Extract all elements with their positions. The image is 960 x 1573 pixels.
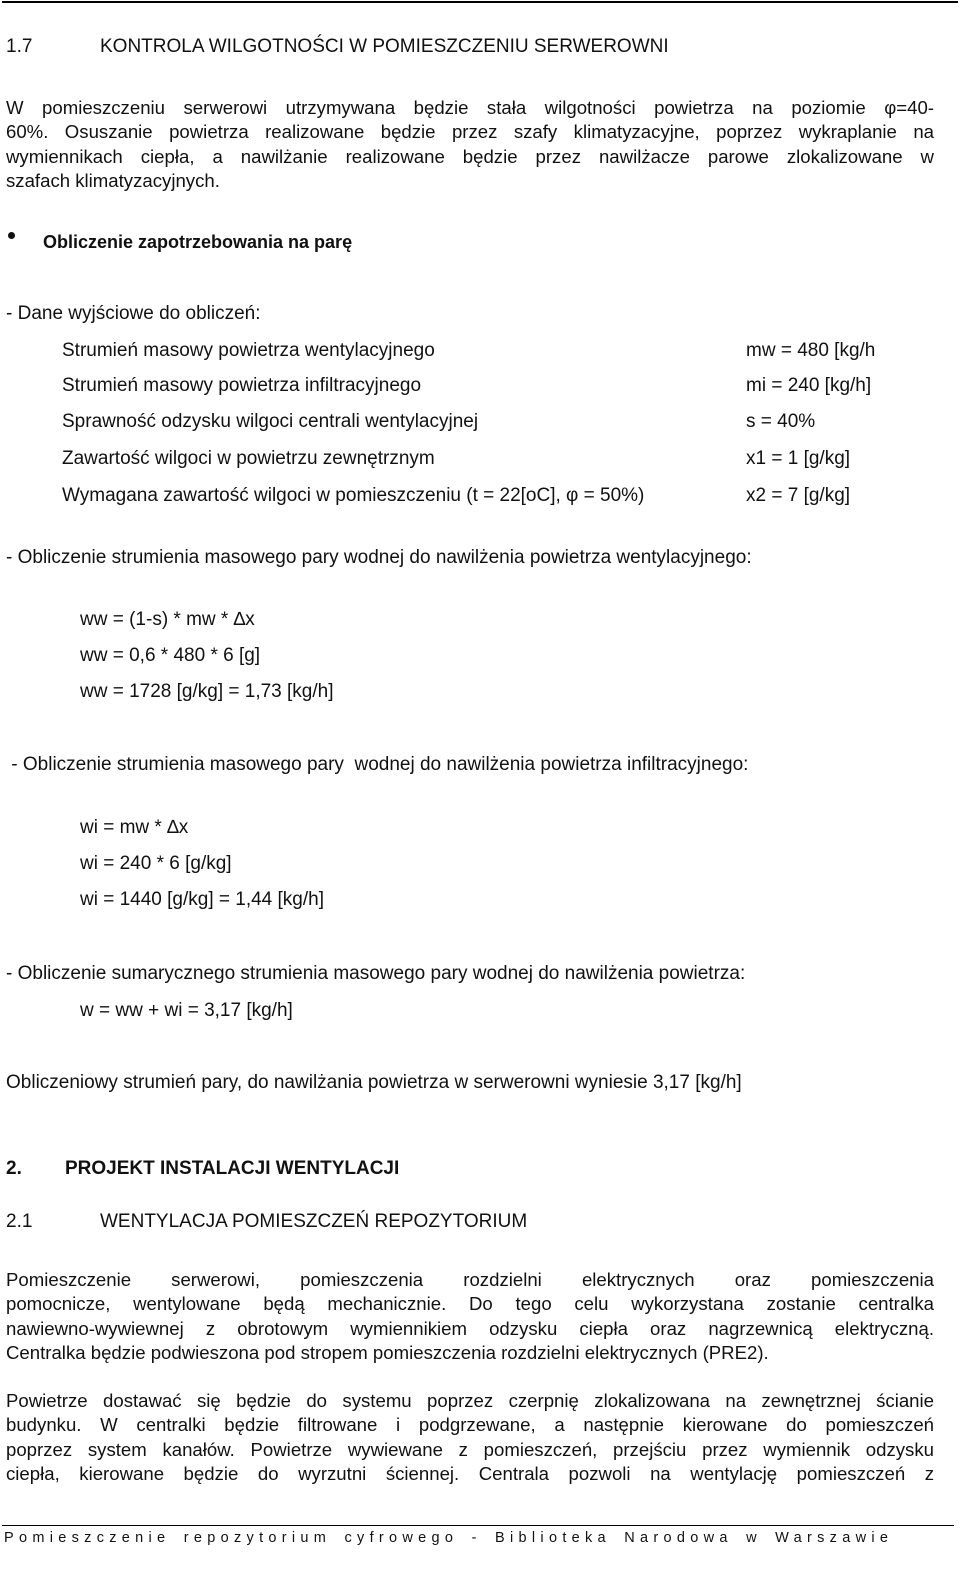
paragraph-line: ciepła, kierowane będzie do wyrzutni ściennej. Centrala pozwoli na wentylację pomieszczeń z	[6, 1463, 934, 1485]
paragraph	[6, 1268, 934, 1366]
formula-line: wi = 240 * 6 [g/kg]	[80, 853, 232, 874]
input-value: x2 = 7 [g/kg]	[746, 485, 851, 506]
bullet-icon	[8, 232, 15, 239]
formula-line: ww = 1728 [g/kg] = 1,73 [kg/h]	[80, 681, 334, 702]
input-label: Strumień masowy powietrza infiltracyjnego	[62, 375, 422, 396]
calc-heading-infiltration: - Obliczenie strumienia masowego pary wodnej do nawilżenia powietrza infiltracyjnego:	[6, 754, 749, 775]
formula-line: ww = (1-s) * mw * ∆x	[80, 609, 255, 630]
paragraph-line: nawiewno-wywiewnej z obrotowym wymiennikiem odzysku ciepła oraz nagrzewnicą elektryczną.	[6, 1317, 934, 1339]
paragraph-line: pomocnicze, wentylowane będą mechanicznie. Do tego celu wykorzystana zostanie centralka	[6, 1293, 934, 1315]
calc-heading-ventilation: - Obliczenie strumienia masowego pary wodnej do nawilżenia powietrza wentylacyjnego:	[6, 547, 752, 568]
paragraph-line: Powietrze dostawać się będzie do systemu poprzez czerpnię zlokalizowana na zewnętrznej ścianie	[6, 1390, 934, 1411]
formula-line: wi = 1440 [g/kg] = 1,44 [kg/h]	[80, 889, 324, 910]
intro-line: W pomieszczeniu serwerowi utrzymywana będzie stała wilgotności powietrza na poziomie φ=40-	[6, 97, 934, 118]
paragraph-line: poprzez system kanałów. Powietrze wywiewane z pomieszczeń, przejściu przez wymiennik odzysku	[6, 1438, 934, 1460]
paragraph-line: budynku. W centralki będzie filtrowane i podgrzewane, a następnie kierowane do pomieszczeń	[6, 1414, 934, 1436]
bullet-heading: Obliczenie zapotrzebowania na parę	[43, 232, 353, 252]
intro-line: wymiennikach ciepła, a nawilżanie realizowane będzie przez nawilżacze parowe zlokalizowane w	[6, 145, 934, 167]
section-title: PROJEKT INSTALACJI WENTYLACJI	[65, 1158, 400, 1179]
calc-heading-total: - Obliczenie sumarycznego strumienia masowego pary wodnej do nawilżenia powietrza:	[6, 963, 746, 984]
intro-line: szafach klimatyzacyjnych.	[6, 170, 220, 192]
paragraph-line: Pomieszczenie serwerowi, pomieszczenia rozdzielni elektrycznych oraz pomieszczenia	[6, 1269, 934, 1290]
section-heading	[6, 36, 32, 58]
section-title: WENTYLACJA POMIESZCZEŃ REPOZYTORIUM	[100, 1211, 528, 1232]
input-label: Sprawność odzysku wilgoci centrali wentylacyjnej	[62, 411, 479, 432]
intro-paragraph	[6, 96, 934, 194]
input-value: x1 = 1 [g/kg]	[746, 448, 851, 469]
result-sentence: Obliczeniowy strumień pary, do nawilżania powietrza w serwerowni wyniesie 3,17 [kg/h]	[6, 1072, 742, 1093]
section-title: KONTROLA WILGOTNOŚCI W POMIESZCZENIU SERWEROWNI	[100, 36, 669, 57]
input-label: Strumień masowy powietrza wentylacyjnego	[62, 340, 435, 361]
input-value: mi = 240 [kg/h]	[746, 375, 872, 396]
paragraph	[6, 1389, 934, 1487]
formula-line: ww = 0,6 * 480 * 6 [g]	[80, 645, 261, 666]
input-label: Wymagana zawartość wilgoci w pomieszczeniu (t = 22[oC], φ = 50%)	[62, 485, 645, 506]
paragraph-line: Centralka będzie podwieszona pod stropem pomieszczenia rozdzielni elektrycznych (PRE2).	[6, 1342, 769, 1364]
input-value: s = 40%	[746, 411, 816, 432]
formula-line: w = ww + wi = 3,17 [kg/h]	[80, 1000, 293, 1021]
formula-line: wi = mw * ∆x	[80, 817, 189, 838]
input-heading: - Dane wyjściowe do obliczeń:	[6, 303, 261, 324]
section-number: 1.7	[6, 36, 33, 57]
input-value: mw = 480 [kg/h	[746, 340, 876, 361]
section-number: 2.1	[6, 1211, 33, 1232]
footer-rule	[2, 1525, 954, 1526]
page-footer: Pomieszczenie repozytorium cyfrowego - Biblioteka Narodowa w Warszawie	[4, 1530, 894, 1546]
section-number: 2.	[6, 1158, 22, 1179]
input-label: Zawartość wilgoci w powietrzu zewnętrznym	[62, 448, 435, 469]
top-rule	[2, 1, 958, 3]
intro-line: 60%. Osuszanie powietrza realizowane będzie przez szafy klimatyzacyjne, poprzez wykraplanie na	[6, 121, 934, 143]
